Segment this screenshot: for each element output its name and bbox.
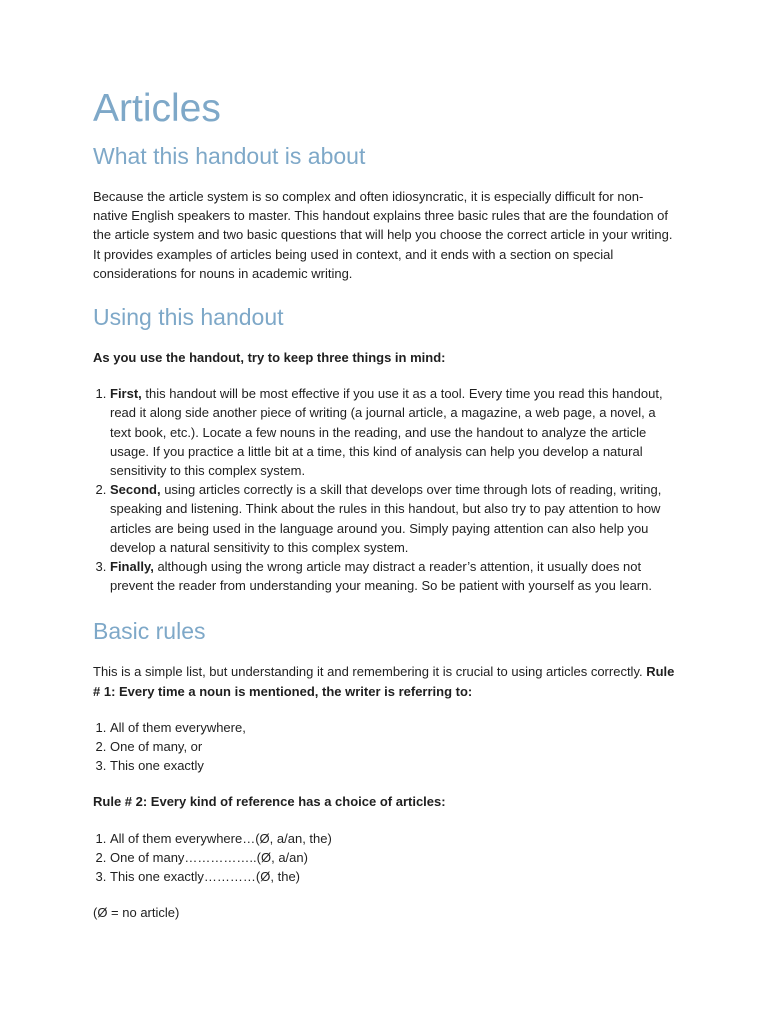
about-paragraph: Because the article system is so complex and often idiosyncratic, it is especially difficult for non-native English speakers to master. This handout explains three basic rules that are the foundation of the article system and two basic questions that will help you choose the correct article in your writing. It provides examples of articles being used in context, and it ends with a section on special considerations for nouns in academic writing.: [93, 189, 673, 281]
rule2-list: [93, 829, 676, 887]
rule-2: Rule # 2: Every kind of reference has a choice of articles:: [93, 794, 446, 810]
no-article-note: (Ø = no article): [93, 905, 180, 921]
tip-text: this handout will be most effective if you use it as a tool. Every time you read this handout, read it along side another piece of writing (a journal article, a magazine, a web page, a novel, a text book, etc.). Locate a few nouns in the reading, and use the handout to analyze the article usage. If you practice a little bit at a time, this kind of analysis can help you develop a natural sensitivity to this complex system.: [110, 386, 663, 479]
tip-text: using articles correctly is a skill that develops over time through lots of reading, writing, speaking and listening. Think about the rules in this handout, but also try to pay attention to how articles are being used in the language around you. Simply paying attention can also help you develop a natural sensitivity to this complex system.: [110, 482, 662, 555]
section-heading-about: What this handout is about: [93, 143, 366, 169]
list-item: [110, 480, 676, 557]
list-item: [110, 557, 676, 595]
basic-intro-text: This is a simple list, but understanding it and remembering it is crucial to using articles correctly.: [93, 664, 647, 680]
list-item: 3. This one exactly…………(Ø, the): [110, 867, 676, 886]
tip-label: Finally,: [110, 559, 154, 575]
section-heading-using: Using this handout: [93, 304, 284, 331]
page-title: Articles: [93, 87, 221, 130]
tips-list: [93, 384, 676, 595]
basic-intro: [93, 662, 676, 700]
tip-text: although using the wrong article may distract a reader’s attention, it usually does not prevent the reader from understanding your meaning. So be patient with yourself as you learn.: [110, 559, 652, 594]
rule-1: Rule # 1: Every time a noun is mentioned, the writer is referring to:: [93, 664, 675, 699]
list-item: 3. This one exactly: [110, 756, 676, 775]
tip-label: Second,: [110, 482, 161, 498]
list-item: 1. All of them everywhere…(Ø, a/an, the): [110, 829, 676, 848]
list-item: 2. One of many, or: [110, 737, 676, 756]
rule1-list: [93, 718, 676, 776]
list-item: [110, 384, 676, 480]
list-item: 2. One of many……………..(Ø, a/an): [110, 848, 676, 867]
section-heading-basic: Basic rules: [93, 618, 206, 645]
tip-label: First,: [110, 386, 142, 402]
using-lead: As you use the handout, try to keep three things in mind:: [93, 350, 446, 366]
list-item: 1. All of them everywhere,: [110, 718, 676, 737]
